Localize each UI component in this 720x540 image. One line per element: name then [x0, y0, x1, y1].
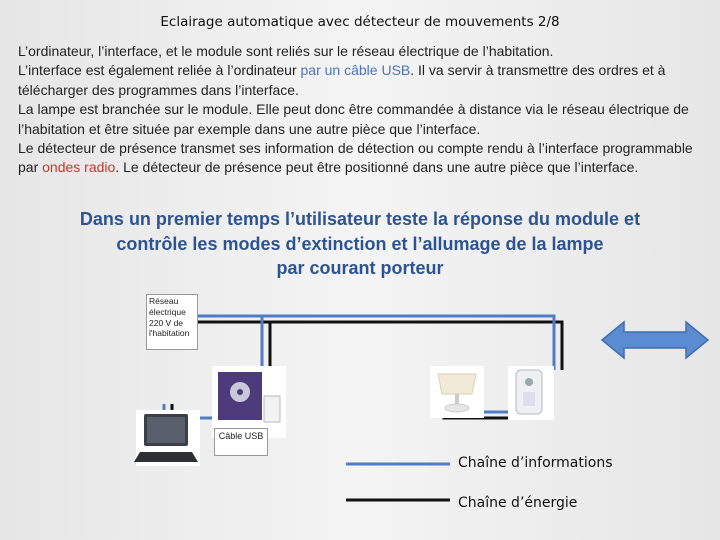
- intro-p2-text-end: . Il va servir à transmettre des ordres et à télécharger des programmes dans l’interface.: [18, 62, 666, 98]
- intro-p4-text: Le détecteur de présence transmet ses information de détection ou compte rendu à l’interface programmable par: [18, 140, 693, 176]
- module-image: [508, 366, 554, 420]
- headline-line-2: contrôle les modes d’extinction et l’allumage de la lampe: [116, 233, 604, 254]
- headline-line-3: par courant porteur: [276, 258, 444, 278]
- legend-energy-label: Chaîne d’énergie: [458, 495, 578, 511]
- network-label-box: Réseau électrique 220 V de l'habitation: [146, 294, 198, 350]
- page-title: Eclairage automatique avec détecteur de mouvements 2/8: [160, 14, 560, 30]
- usb-cable-mention: par un câble USB: [300, 62, 411, 79]
- laptop-image: [134, 410, 200, 466]
- intro-paragraph-1: L’ordinateur, l’interface, et le module sont reliés sur le réseau électrique de l’habitation.: [18, 43, 554, 59]
- radio-waves-mention: ondes radio: [42, 159, 116, 176]
- intro-p4-text-end: . Le détecteur de présence peut être positionné dans une autre pièce que l’interface.: [115, 159, 639, 176]
- intro-paragraph-3: La lampe est branchée sur le module. Elle peut donc être commandée à distance via le réseau électrique de l’habitation et être située par exemple dans une autre pièce que l’interface.: [18, 101, 689, 137]
- legend-info-label: Chaîne d’informations: [458, 455, 613, 471]
- lamp-image: [430, 366, 484, 418]
- usb-cable-label: Câble USB: [214, 428, 268, 456]
- double-arrow-icon[interactable]: [602, 322, 708, 358]
- intro-p2-text: L’interface est également reliée à l’ordinateur: [18, 62, 301, 79]
- headline-line-1: Dans un premier temps l’utilisateur teste la réponse du module et: [79, 209, 641, 229]
